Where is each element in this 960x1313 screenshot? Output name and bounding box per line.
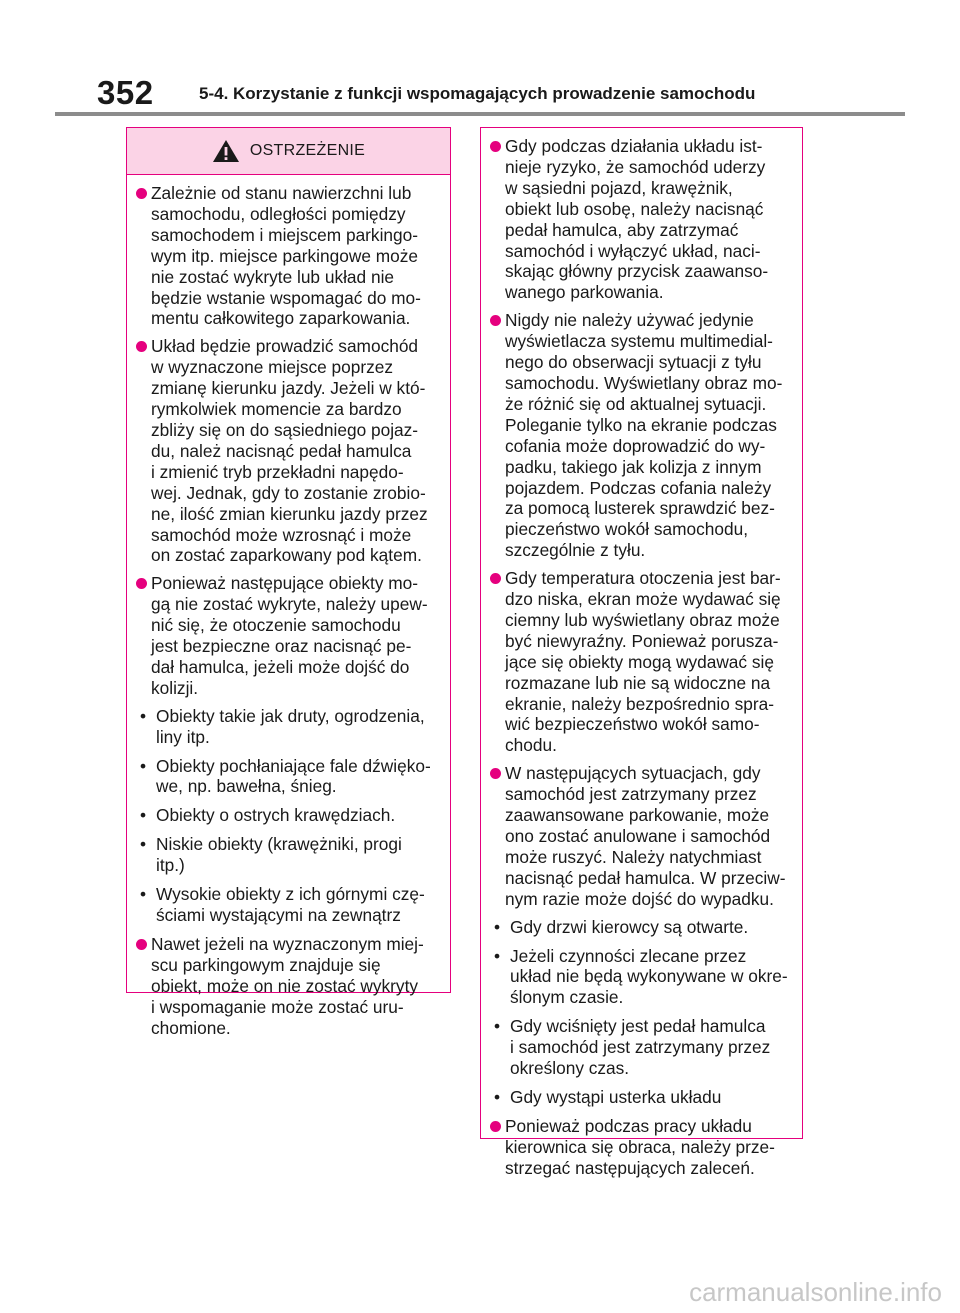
- text-line: ne, ilość zmian kierunku jazdy przez: [151, 503, 428, 524]
- text-line: pieczeństwo wokół samochodu,: [505, 519, 749, 540]
- text-line: Gdy podczas działania układu ist-: [505, 136, 763, 156]
- text-line: Gdy drzwi kierowcy są otwarte.: [510, 916, 749, 937]
- text-line: pedał hamulca, aby zatrzymać: [505, 219, 739, 240]
- bullet-icon: •: [494, 945, 501, 966]
- pink-bullet-icon: [136, 188, 147, 199]
- warning-box-right: [480, 127, 803, 1178]
- text-line: że różnić się od aktualnej sytuacji.: [505, 393, 767, 414]
- text-line: być niewyraźny. Ponieważ porusza-: [505, 630, 779, 651]
- text-line: strzegać następujących zaleceń.: [505, 1157, 755, 1178]
- text-line: ono zostać anulowane i samochód: [505, 826, 771, 846]
- text-line: wanego parkowania.: [505, 282, 664, 303]
- text-line: Ponieważ następujące obiekty mo-: [151, 573, 419, 594]
- warning-item: [135, 183, 444, 329]
- text-line: nieje ryzyko, że samochód uderzy: [505, 156, 766, 177]
- text-line: Ponieważ podczas pracy układu: [505, 1115, 752, 1136]
- text-line: obiekt lub osobę, należy nacisnąć: [505, 198, 764, 219]
- text-line: nie zostać wykryte lub układ nie: [151, 266, 395, 287]
- text-line: wić bezpieczeństwo wokół samo-: [505, 714, 760, 735]
- bullet-icon: •: [494, 1086, 501, 1107]
- warning-subitem: [135, 756, 444, 798]
- text-line: obiekt, może on nie zostać wykryty: [151, 975, 419, 996]
- section-title: 5-4. Korzystanie z funkcji wspomagających prowadzenie samochodu: [199, 84, 756, 103]
- text-line: Poleganie tylko na ekranie podczas: [505, 414, 777, 435]
- warning-subitem: [489, 1087, 796, 1108]
- text-line: jące się obiekty mogą wydawać się: [505, 651, 774, 672]
- text-line: padku, takiego jak kolizja z innym: [505, 456, 762, 477]
- text-line: kolizji.: [151, 677, 199, 698]
- text-line: Gdy wystąpi usterka układu: [510, 1086, 722, 1107]
- text-line: kierownica się obraca, należy prze-: [505, 1136, 775, 1157]
- text-line: określony czas.: [510, 1058, 630, 1079]
- header-divider: [55, 112, 905, 116]
- text-line: skając główny przycisk zaawanso-: [505, 261, 769, 282]
- text-line: ściami wystającymi na zewnątrz: [156, 905, 401, 925]
- warning-content-right: [481, 128, 802, 1179]
- text-line: samochód może wzrosnąć i może: [151, 524, 412, 545]
- text-line: cofania może doprowadzić do wy-: [505, 435, 766, 456]
- warning-item: [135, 336, 444, 566]
- text-line: chomione.: [151, 1017, 231, 1038]
- warning-subitem: [135, 805, 444, 826]
- pink-bullet-icon: [136, 341, 147, 352]
- text-line: i samochód jest zatrzymany przez: [510, 1037, 771, 1058]
- text-line: chodu.: [505, 735, 557, 756]
- text-line: Obiekty o ostrych krawędziach.: [156, 805, 396, 826]
- text-line: samochód i wyłączyć układ, naci-: [505, 240, 761, 261]
- text-line: samochodu, odległości pomiędzy: [151, 203, 406, 224]
- text-line: szczególnie z tyłu.: [505, 540, 646, 561]
- text-line: dał hamulca, jeżeli może dojść do: [151, 656, 410, 677]
- pink-bullet-icon: [490, 573, 501, 584]
- text-line: liny itp.: [156, 726, 210, 747]
- text-line: we, np. bawełna, śnieg.: [156, 776, 337, 797]
- text-line: ślonym czasie.: [510, 987, 624, 1008]
- warning-triangle-icon: [212, 139, 240, 163]
- bullet-icon: •: [140, 705, 147, 726]
- text-line: Układ będzie prowadzić samochód: [151, 336, 419, 357]
- text-line: gą nie zostać wykryte, należy upew-: [151, 594, 428, 615]
- text-line: itp.): [156, 855, 185, 876]
- text-line: on zostać zaparkowany pod kątem.: [151, 545, 422, 566]
- text-line: Wysokie obiekty z ich górnymi czę-: [156, 884, 425, 905]
- text-line: Gdy temperatura otoczenia jest bar-: [505, 568, 781, 589]
- text-line: wym itp. miejsce parkingowe może: [151, 245, 418, 266]
- text-line: wyświetlacza systemu multimedial-: [505, 331, 773, 352]
- warning-item: [135, 934, 444, 1039]
- text-line: dzo niska, ekran może wydawać się: [505, 589, 781, 610]
- text-line: scu parkingowym znajduje się: [151, 954, 381, 975]
- text-line: rozmazane lub nie są widoczne na: [505, 672, 771, 693]
- pink-bullet-icon: [136, 939, 147, 950]
- warning-subitem: [489, 946, 796, 1009]
- text-line: samochodu. Wyświetlany obraz mo-: [505, 372, 783, 393]
- page-number: 352: [97, 74, 154, 111]
- text-line: w sąsiedni pojazd, krawężnik,: [505, 177, 733, 198]
- bullet-icon: •: [494, 1016, 501, 1037]
- text-line: ciemny lub wyświetlany obraz może: [505, 609, 780, 630]
- warning-box-left: [126, 127, 451, 1038]
- pink-bullet-icon: [490, 1121, 501, 1132]
- text-line: du, należ nacisnąć pedał hamulca: [151, 440, 412, 461]
- watermark: carmanualsonline.info: [689, 1277, 942, 1307]
- text-line: Nawet jeżeli na wyznaczonym miej-: [151, 933, 424, 954]
- bullet-icon: •: [140, 755, 147, 776]
- warning-title: OSTRZEŻENIE: [249, 141, 366, 159]
- pink-bullet-icon: [490, 315, 501, 326]
- page-header: [0, 0, 960, 120]
- text-line: będzie wstanie wspomagać do mo-: [151, 287, 421, 308]
- text-line: zmianę kierunku jazdy. Jeżeli w któ-: [151, 378, 426, 399]
- warning-subitem: [135, 884, 444, 926]
- text-line: Jeżeli czynności zlecane przez: [510, 945, 747, 966]
- warning-item: [489, 310, 796, 561]
- text-line: Niskie obiekty (krawężniki, progi: [156, 834, 402, 855]
- text-line: i zmienić tryb przekładni napędo-: [151, 461, 404, 482]
- warning-item: [489, 763, 796, 909]
- warning-item: [489, 136, 796, 303]
- pink-bullet-icon: [490, 141, 501, 152]
- pink-bullet-icon: [490, 768, 501, 779]
- warning-subitem: [135, 834, 444, 876]
- text-line: Gdy wciśnięty jest pedał hamulca: [510, 1016, 766, 1037]
- text-line: samochodem i miejscem parkingo-: [151, 224, 418, 245]
- text-line: Nigdy nie należy używać jedynie: [505, 310, 754, 331]
- warning-subitem: [489, 917, 796, 938]
- text-line: zaawansowane parkowanie, może: [505, 805, 770, 826]
- text-line: wej. Jednak, gdy to zostanie zrobio-: [151, 482, 426, 503]
- text-line: mentu całkowitego zaparkowania.: [151, 308, 411, 329]
- text-line: i wspomaganie może zostać uru-: [151, 996, 404, 1017]
- bullet-icon: •: [494, 916, 501, 937]
- text-line: może ruszyć. Należy natychmiast: [505, 846, 762, 867]
- text-line: rymkolwiek momencie za bardzo: [151, 399, 402, 420]
- bullet-icon: •: [140, 834, 147, 855]
- text-line: Obiekty takie jak druty, ogrodzenia,: [156, 705, 425, 726]
- text-line: układ nie będą wykonywane w okre-: [510, 966, 788, 987]
- text-line: W następujących sytuacjach, gdy: [505, 763, 761, 784]
- text-line: ekranie, należy bezpośrednio spra-: [505, 693, 774, 714]
- warning-item: [489, 1116, 796, 1179]
- bullet-icon: •: [140, 884, 147, 905]
- pink-bullet-icon: [136, 578, 147, 589]
- warning-subitem: [135, 706, 444, 748]
- text-line: nym razie może dojść do wypadku.: [505, 888, 774, 909]
- warning-item: [135, 573, 444, 698]
- text-line: nego do obserwacji sytuacji z tyłu: [505, 352, 762, 373]
- text-line: samochód jest zatrzymany przez: [505, 784, 757, 805]
- text-line: nacisnąć pedał hamulca. W przeciw-: [505, 867, 786, 888]
- warning-content-left: [127, 175, 450, 1038]
- text-line: za pomocą lusterek sprawdzić bez-: [505, 498, 775, 519]
- text-line: jest bezpieczne oraz nacisnąć pe-: [151, 636, 412, 657]
- text-line: Zależnie od stanu nawierzchni lub: [151, 183, 412, 203]
- text-line: Obiekty pochłaniające fale dźwięko-: [156, 755, 431, 776]
- bullet-icon: •: [140, 805, 147, 826]
- text-line: pojazdem. Podczas cofania należy: [505, 477, 772, 498]
- text-line: w wyznaczone miejsce poprzez: [151, 357, 394, 378]
- text-line: zbliży się on do sąsiedniego pojaz-: [151, 419, 419, 440]
- text-line: nić się, że otoczenie samochodu: [151, 615, 401, 636]
- warning-item: [489, 568, 796, 756]
- warning-header: [127, 128, 450, 175]
- warning-subitem: [489, 1016, 796, 1079]
